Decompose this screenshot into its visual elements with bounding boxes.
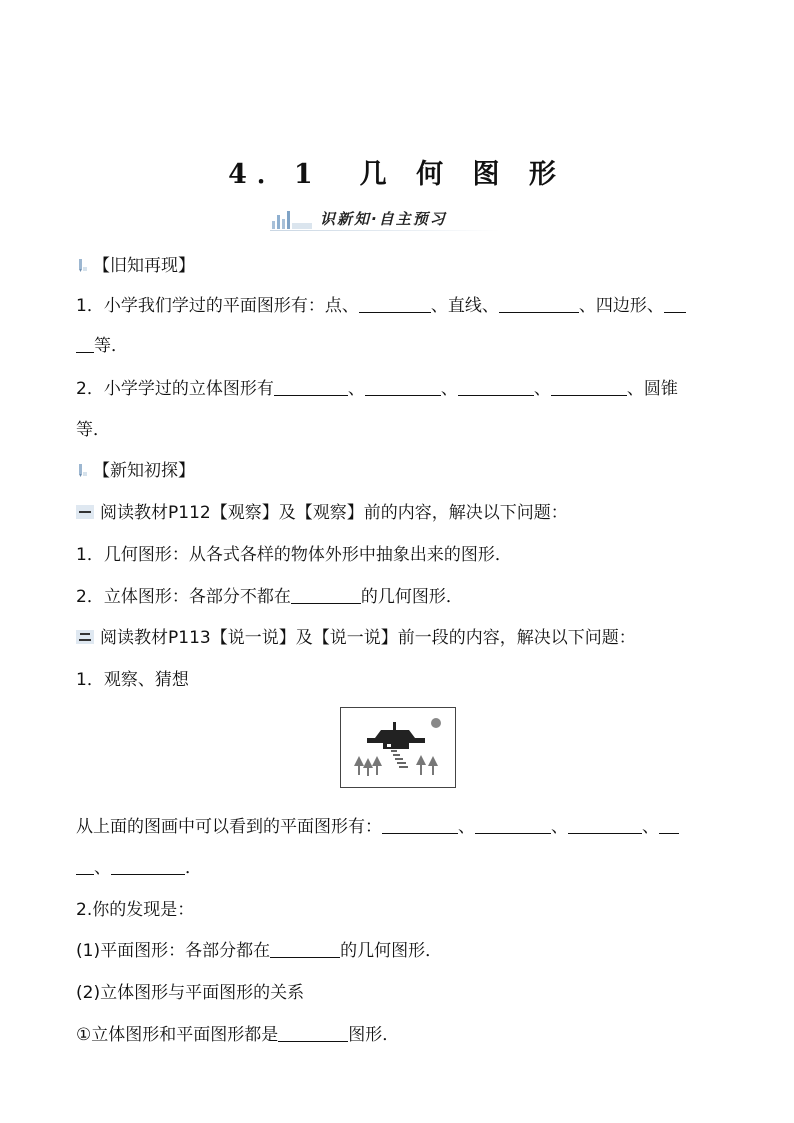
task-1-item-2-text-b: 的几何图形． [360,587,463,607]
task-1-item-2 [76,585,726,609]
section-heading-new [76,459,726,483]
task-2-figure-question-cont [76,856,726,880]
answer-blank[interactable] [551,377,627,396]
answer-blank[interactable] [359,294,431,313]
question-1-cont [76,334,726,358]
section-heading-new-label: 【新知初探】 [93,461,195,481]
pencil-icon [76,258,88,272]
task-1-text: 阅读教材P112【观察】及【观察】前的内容，解决以下问题： [100,503,568,523]
banner-underline [270,230,500,231]
separator: 、 [440,379,458,399]
figure-question-text: 从上面的图画中可以看到的平面图形有： [76,817,382,837]
answer-blank[interactable] [274,377,348,396]
question-2-text-b: 、圆锥 [626,379,678,399]
task-one-icon [76,505,94,519]
task-2-item-5-text-b: 图形． [348,1025,400,1045]
question-1-text-d: 等． [94,336,128,356]
task-2-figure-question [76,815,726,839]
question-1-text-b: 、直线、 [430,296,499,316]
answer-blank[interactable] [76,334,94,353]
answer-blank[interactable] [664,294,686,313]
answer-blank[interactable] [291,585,361,604]
banner-text: 识新知·自主预习 [320,210,447,228]
answer-blank[interactable] [111,856,185,875]
question-1 [76,294,726,318]
question-1-text-c: 、四边形、 [578,296,664,316]
banner-bars-icon [270,207,316,231]
period: ． [185,858,202,878]
answer-blank[interactable] [499,294,579,313]
question-2-cont [76,418,726,442]
task-2 [76,626,726,650]
task-2-item-2: 2.你的发现是： [76,900,195,920]
answer-blank[interactable] [568,815,642,834]
task-2-item-1: 1．观察、猜想 [76,670,189,690]
pencil-icon [76,463,88,477]
question-1-text-a: 1．小学我们学过的平面图形有：点、 [76,296,359,316]
separator: 、 [642,817,659,837]
answer-blank[interactable] [76,856,94,875]
answer-blank[interactable] [475,815,551,834]
task-2-item-3-text-a: (1)平面图形：各部分都在 [76,941,271,961]
question-2-text-c: 等． [76,420,110,440]
task-1-item-1: 1．几何图形：从各式各样的物体外形中抽象出来的图形． [76,545,512,565]
separator: 、 [347,379,365,399]
task-1-item-2-text-a: 2．立体图形：各部分不都在 [76,587,291,607]
section-heading-review-label: 【旧知再现】 [93,256,195,276]
task-2-text: 阅读教材P113【说一说】及【说一说】前一段的内容，解决以下问题： [100,628,636,648]
section-heading-review [76,254,726,278]
answer-blank[interactable] [278,1023,348,1042]
separator: 、 [551,817,568,837]
house-trees-illustration [341,708,455,787]
separator: 、 [94,858,111,878]
answer-blank[interactable] [659,815,679,834]
answer-blank[interactable] [382,815,458,834]
question-2-text-a: 2．小学学过的立体图形有 [76,379,274,399]
task-2-item-5 [76,1023,726,1047]
observation-picture [340,707,456,788]
task-2-item-3-text-b: 的几何图形． [340,941,443,961]
answer-blank[interactable] [365,377,441,396]
task-2-item-4: (2)立体图形与平面图形的关系 [76,983,305,1003]
question-2 [76,377,726,401]
separator: 、 [458,817,475,837]
answer-blank[interactable] [458,377,534,396]
page-title: 4．1 几 何 图 形 [228,159,566,190]
section-banner [270,207,500,231]
task-1 [76,501,726,525]
answer-blank[interactable] [270,939,340,958]
separator: 、 [533,379,551,399]
task-2-item-5-text-a: ①立体图形和平面图形都是 [76,1025,279,1045]
task-2-item-3 [76,939,726,963]
task-two-icon [76,630,94,644]
